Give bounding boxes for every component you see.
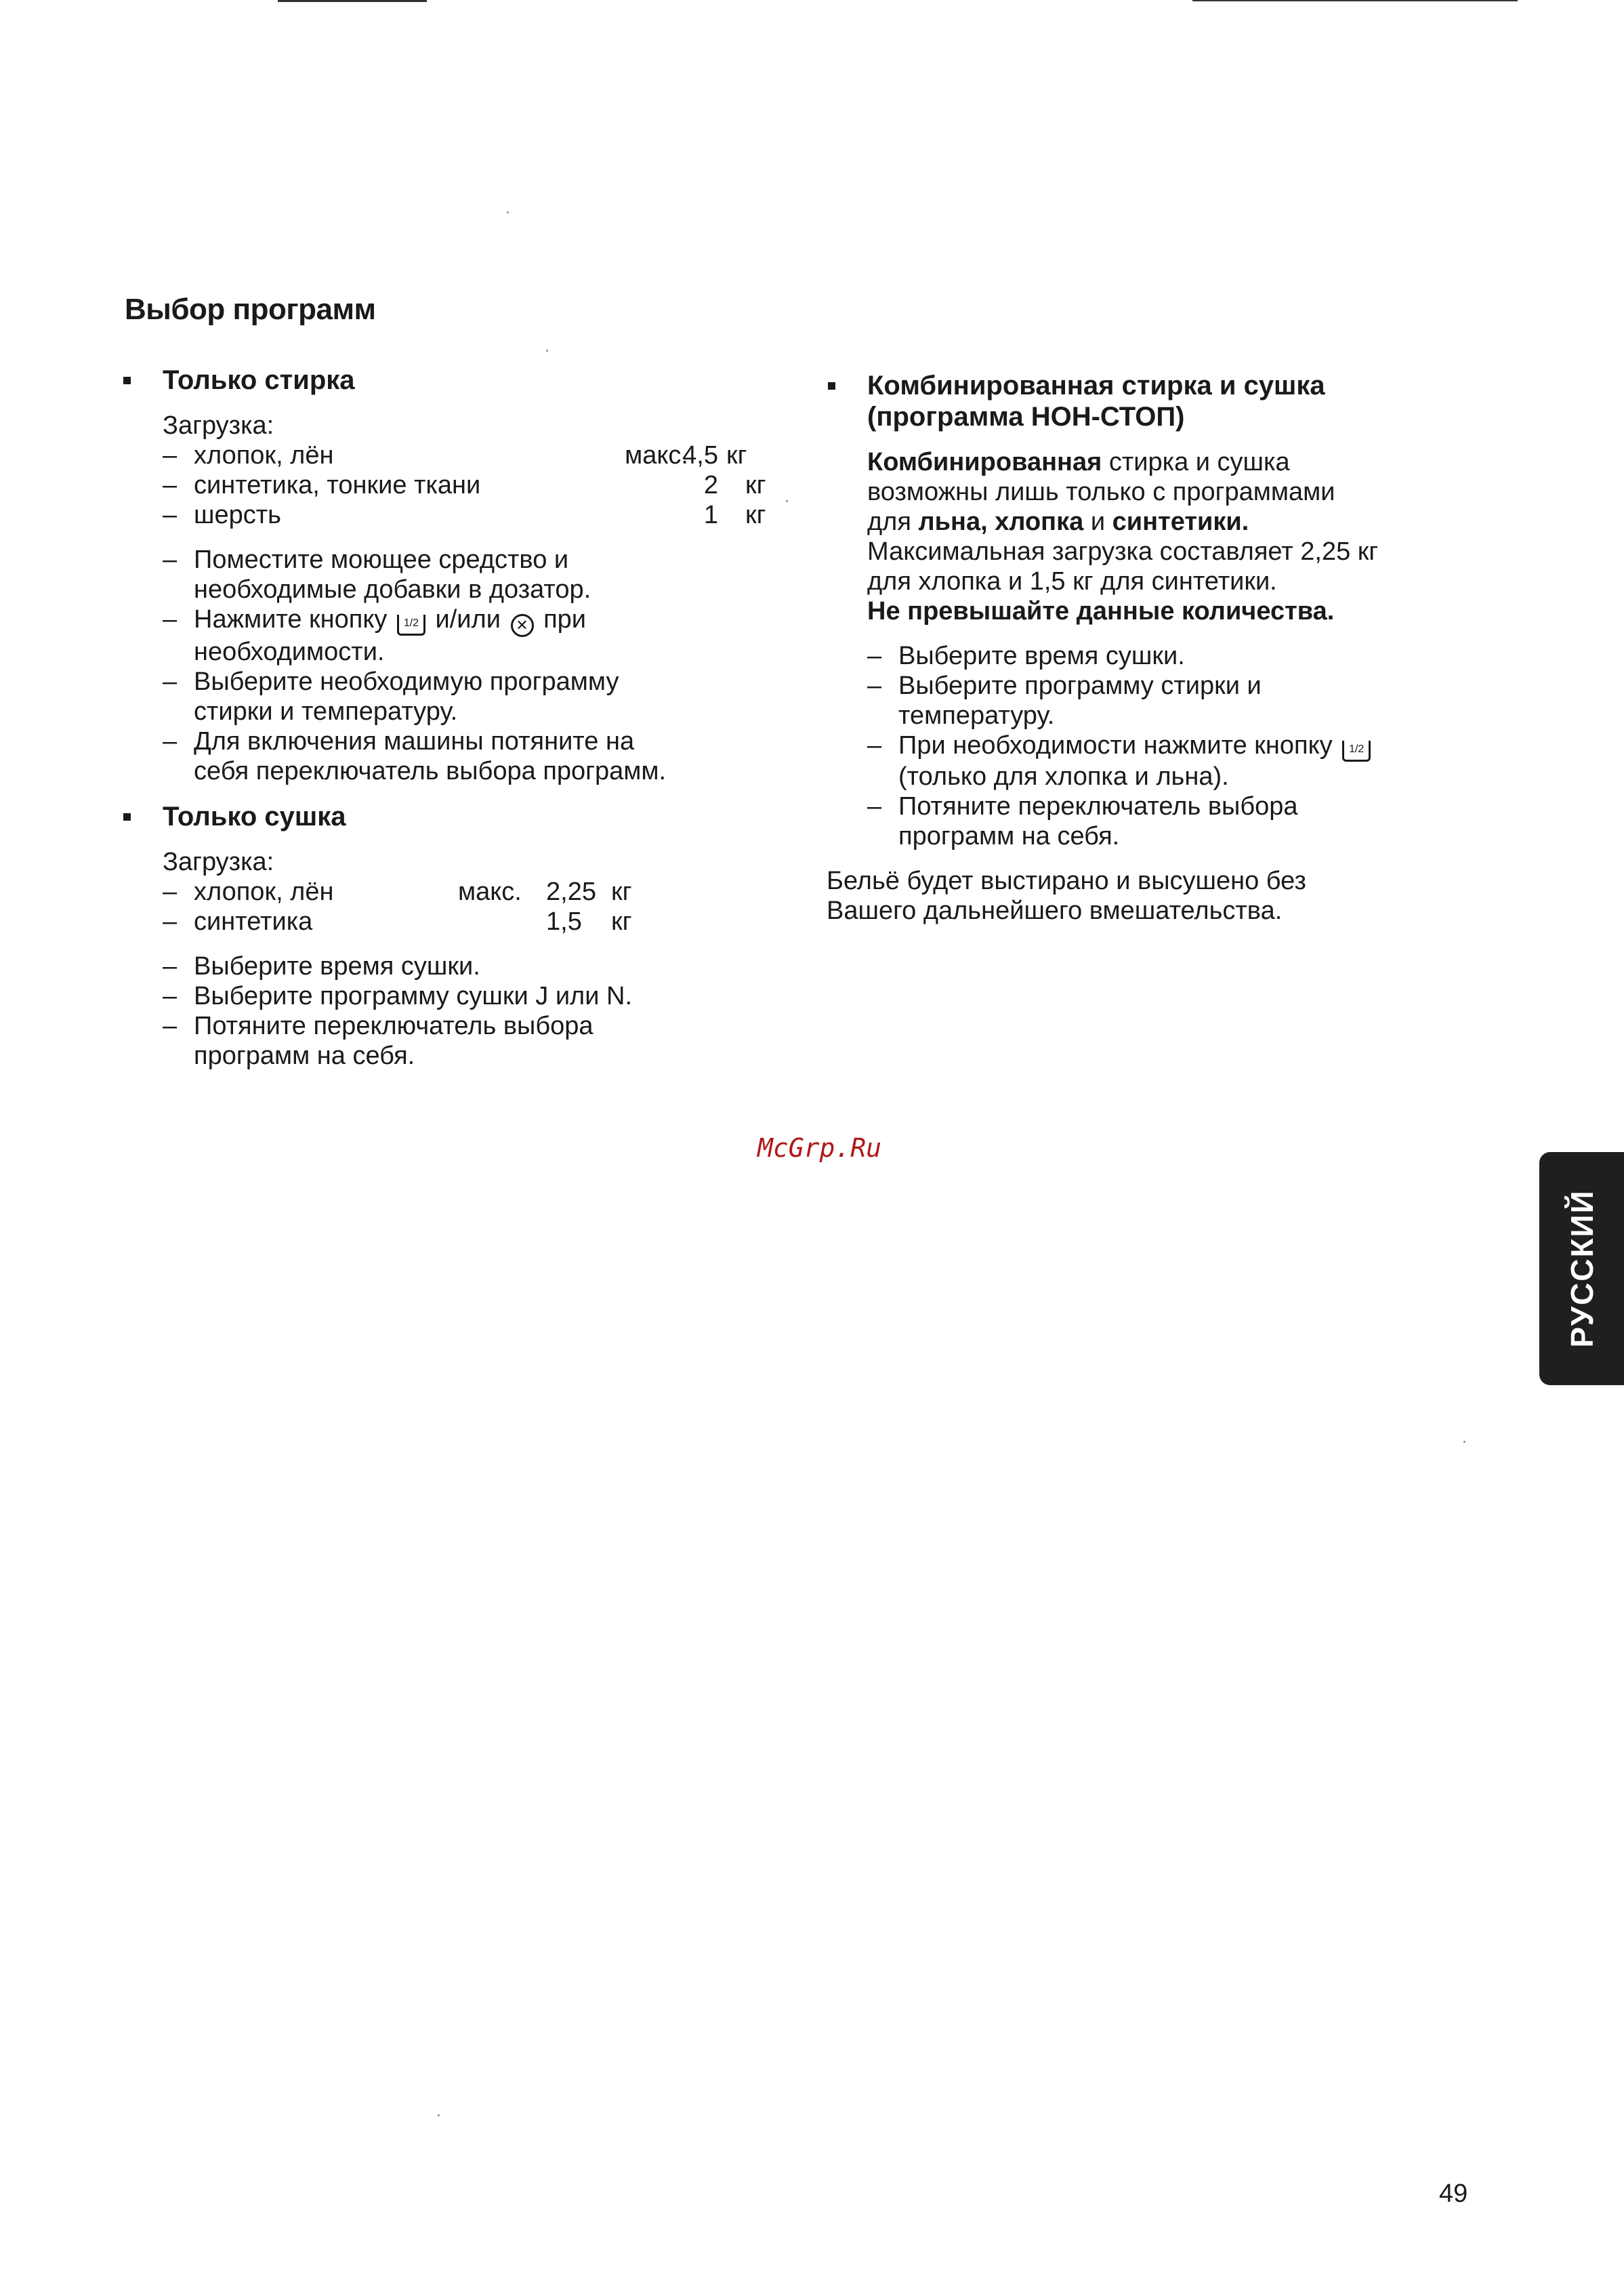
- list-item: – При необходимости нажмите кнопку 1/2 (только для хлопка и льна).: [867, 731, 1504, 792]
- list-item: – Выберите время сушки.: [163, 951, 772, 981]
- load-label: Загрузка:: [163, 848, 274, 876]
- list-item: – Для включения машины потяните на себя переключатель выбора программ.: [163, 726, 772, 786]
- warning-text: Не превышайте данные количества.: [867, 597, 1335, 625]
- watermark: McGrp.Ru: [757, 1133, 882, 1163]
- crossed-circle-icon: ✕: [511, 614, 534, 637]
- load-label: Загрузка:: [163, 411, 274, 440]
- list-item: – Потяните переключатель выбора программ на себя.: [163, 1011, 772, 1071]
- bullet-icon: [123, 813, 131, 821]
- list-item: – Выберите программу стирки и температуру.: [867, 671, 1504, 731]
- dry-only-steps: [163, 951, 772, 1071]
- combined-paragraph: Комбинированная стирка и сушка возможны лишь только с программами для льна, хлопка и синтетики. Максимальная загрузка составляет 2,25 кг для хлопка и 1,5 кг для синтетики. Не превышайте данные количества.: [867, 447, 1504, 626]
- wash-only-section: [122, 411, 772, 786]
- bullet-icon: [828, 382, 835, 390]
- wash-only-steps: [163, 545, 772, 786]
- list-item: – Потяните переключатель выбора программ на себя.: [867, 792, 1504, 851]
- scan-edge-artifact: [278, 0, 427, 2]
- scan-speck: [546, 350, 548, 352]
- dry-only-section: [122, 847, 772, 1071]
- load-row: – хлопок, лён макс. 4,5 кг: [163, 440, 772, 470]
- language-tab-label: РУССКИЙ: [1564, 1189, 1600, 1348]
- scan-speck: [1463, 1441, 1465, 1443]
- load-row: – синтетика, тонкие ткани 2 кг: [163, 470, 772, 500]
- half-load-button-icon: 1/2: [1342, 741, 1371, 762]
- list-item: – Поместите моющее средство и необходимые добавки в дозатор.: [163, 545, 772, 604]
- page-number: 49: [1439, 2179, 1468, 2208]
- load-row: – синтетика 1,5 кг: [163, 907, 772, 937]
- list-item: – Выберите необходимую программу стирки и температуру.: [163, 667, 772, 726]
- scan-edge-artifact: [1192, 0, 1518, 1]
- combined-section: [827, 447, 1504, 851]
- language-tab: [1539, 1152, 1624, 1385]
- scan-speck: [786, 500, 788, 502]
- scan-speck: [438, 2114, 440, 2116]
- half-load-button-icon: 1/2: [397, 615, 425, 636]
- load-row: – хлопок, лён макс. 2,25 кг: [163, 877, 772, 907]
- bullet-icon: [123, 377, 131, 384]
- list-item: – Выберите время сушки.: [867, 641, 1504, 671]
- right-column: [827, 370, 1504, 926]
- dry-only-heading: Только сушка: [122, 801, 772, 832]
- wash-only-heading: Только стирка: [122, 365, 772, 396]
- load-row: – шерсть 1 кг: [163, 500, 772, 530]
- left-column: [122, 365, 772, 1071]
- list-item: – Выберите программу сушки J или N.: [163, 981, 772, 1011]
- page-title: Выбор программ: [125, 293, 376, 326]
- closing-paragraph: Бельё будет выстирано и высушено без Вашего дальнейшего вмешательства.: [827, 867, 1306, 925]
- list-item: – Нажмите кнопку 1/2 и/или ✕ при необходимости.: [163, 604, 772, 667]
- combined-heading: Комбинированная стирка и сушка (программа НОН-СТОП): [827, 370, 1504, 432]
- combined-steps: [867, 641, 1504, 851]
- scan-speck: [507, 211, 509, 213]
